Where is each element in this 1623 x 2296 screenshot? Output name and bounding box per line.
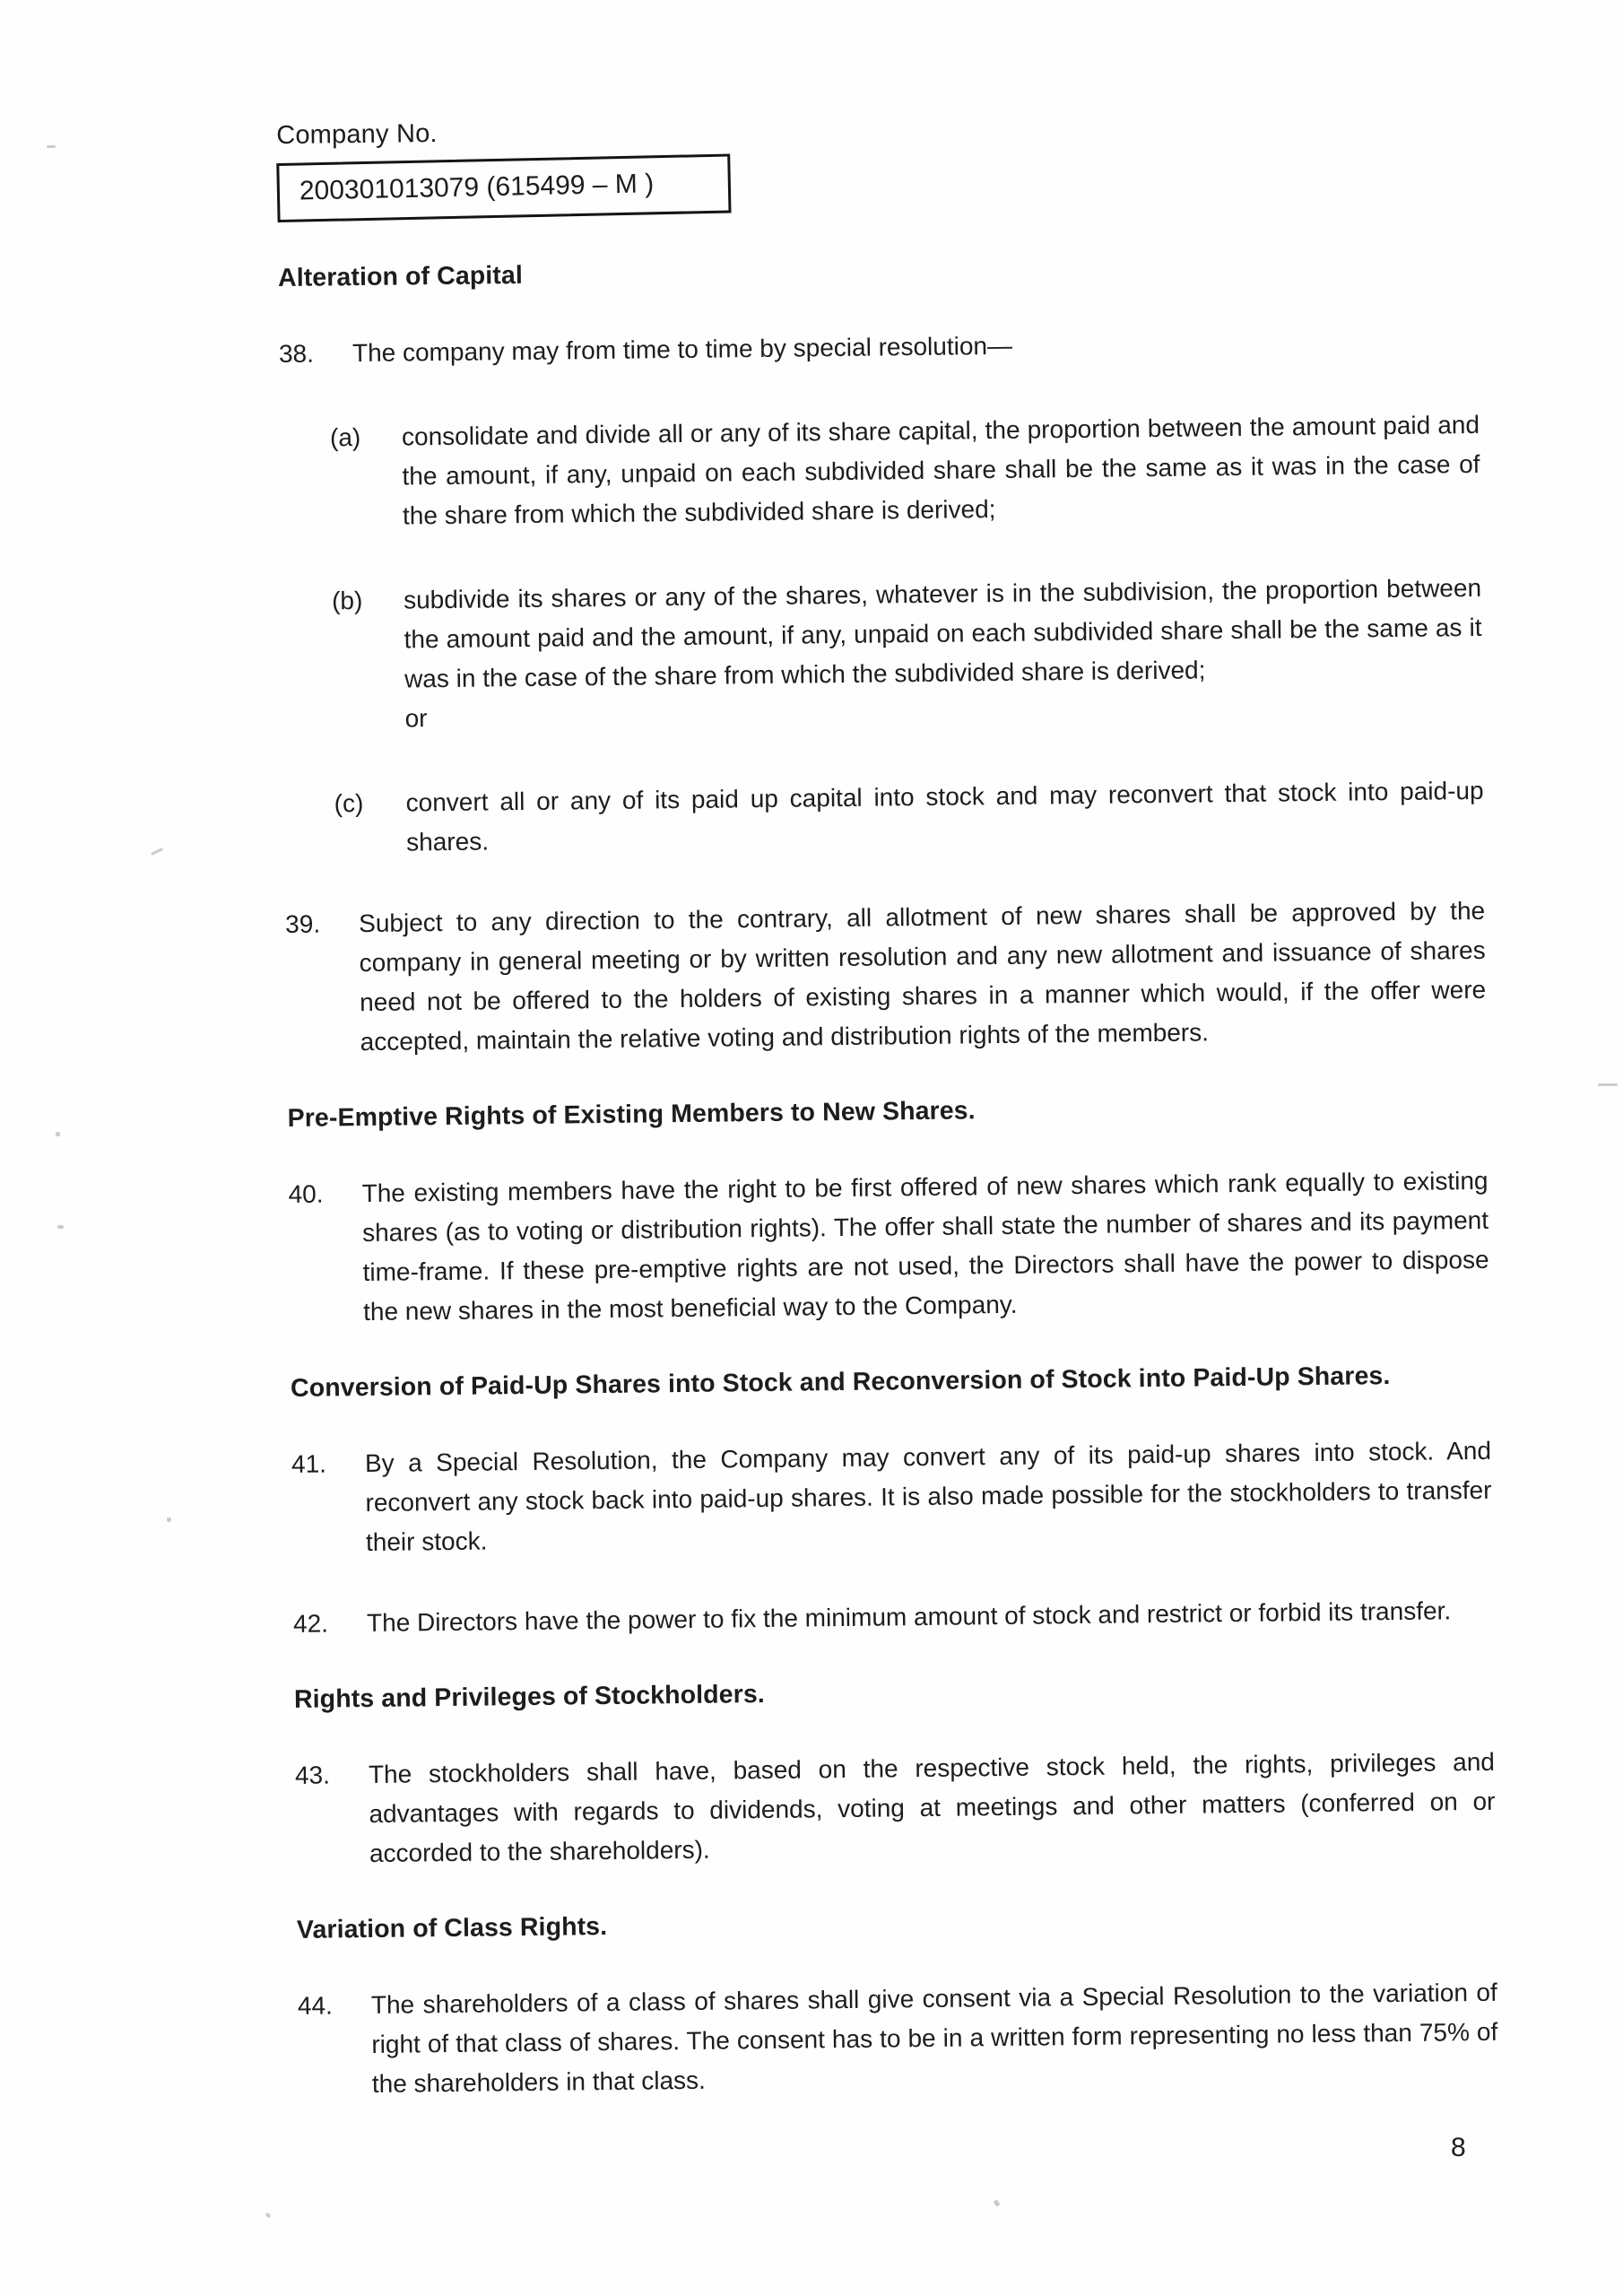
clause-number: 40.	[288, 1179, 324, 1208]
clause-text: By a Special Resolution, the Company may convert any of its paid-up shares into stock. And reconvert any stock back into paid-up shares. It is also made possible for the stockholders to transfer their stock.	[364, 1436, 1492, 1557]
clause-text: The existing members have the right to be first offered of new shares which rank equally to existing shares (as to voting or distribution rights). The offer shall state the number of shares and its payment time-frame. If these pre-emptive rights are not used, the Directors shall have the power to dispose the new shares in the most beneficial way to the Company.	[361, 1166, 1489, 1326]
clause-38-item-c	[283, 771, 1484, 864]
clause-38	[279, 321, 1479, 374]
scan-artifact	[993, 2199, 1000, 2207]
clause-42	[293, 1591, 1493, 1644]
item-text: consolidate and divide all or any of its share capital, the proportion between the amount paid and the amount, if any, unpaid on each subdivided share shall be the same as it was in the case of the share from which the subdivided share is derived;	[401, 410, 1480, 530]
clause-number: 44.	[297, 1991, 333, 2020]
clause-number: 39.	[285, 909, 321, 939]
clause-number: 38.	[278, 339, 315, 369]
clause-41	[291, 1431, 1492, 1563]
clause-text: The shareholders of a class of shares shall give consent via a Special Resolution to the variation of right of that class of shares. The consent has to be in a written form representing no less than 75% of the shareholders in that class.	[370, 1978, 1498, 2098]
clause-38-item-a	[280, 405, 1480, 537]
clause-44	[298, 1973, 1498, 2105]
scan-artifact	[56, 1132, 60, 1136]
clause-number: 42.	[292, 1609, 329, 1638]
section-heading-conversion: Conversion of Paid-Up Shares into Stock and Reconversion of Stock into Paid-Up Shares.	[290, 1361, 1391, 1403]
item-label: (c)	[334, 789, 364, 818]
company-number-label: Company No.	[276, 119, 438, 151]
scan-artifact	[151, 848, 163, 856]
clause-number: 43.	[294, 1761, 331, 1789]
page-number: 8	[1451, 2133, 1466, 2162]
item-text-suffix: or	[404, 704, 428, 733]
document-content	[276, 107, 1498, 2105]
clause-43	[295, 1743, 1496, 1874]
item-label: (b)	[331, 587, 363, 615]
clause-38-item-b	[282, 569, 1483, 740]
section-heading-variation-class-rights: Variation of Class Rights.	[296, 1912, 608, 1944]
scan-artifact	[167, 1518, 171, 1522]
clause-40	[288, 1161, 1489, 1333]
clause-number: 41.	[291, 1449, 327, 1478]
scan-artifact	[57, 1225, 64, 1229]
section-heading-rights-privileges: Rights and Privileges of Stockholders.	[293, 1680, 766, 1714]
company-number-box: 200301013079 (615499 – M )	[276, 153, 731, 222]
item-text-main: subdivide its shares or any of the shares, whatever is in the subdivision, the proportion between the amount paid and the amount, if any, unpaid on each subdivided share shall be the same as it was in the case of the share from which the subdivided share is derived;	[403, 573, 1482, 693]
item-text: convert all or any of its paid up capital into stock and may reconvert that stock into paid-up shares.	[405, 776, 1484, 857]
clause-text: The company may from time to time by special resolution—	[352, 331, 1013, 368]
clause-text: Subject to any direction to the contrary, all allotment of new shares shall be approved by the company in general meeting or by written resolution and any new allotment and issuance of shares need not be offered to the holders of existing shares in a manner which would, if the offer were accepted, maintain the relative voting and distribution rights of the members.	[359, 896, 1487, 1057]
clause-39	[285, 891, 1487, 1063]
clause-text: The stockholders shall have, based on the respective stock held, the rights, privileges and advantages with regards to dividends, voting at meetings and other matters (conferred on or accorded to the shareholders).	[368, 1747, 1496, 1868]
section-heading-pre-emptive-rights: Pre-Emptive Rights of Existing Members to New Shares.	[287, 1096, 976, 1133]
item-label: (a)	[329, 423, 361, 452]
item-text	[404, 569, 1483, 739]
clause-text: The Directors have the power to fix the minimum amount of stock and restrict or forbid its transfer.	[366, 1596, 1452, 1638]
section-heading-alteration-of-capital: Alteration of Capital	[277, 260, 524, 293]
scan-artifact	[47, 145, 56, 148]
scan-artifact	[1598, 1083, 1618, 1086]
scan-artifact	[265, 2213, 271, 2219]
